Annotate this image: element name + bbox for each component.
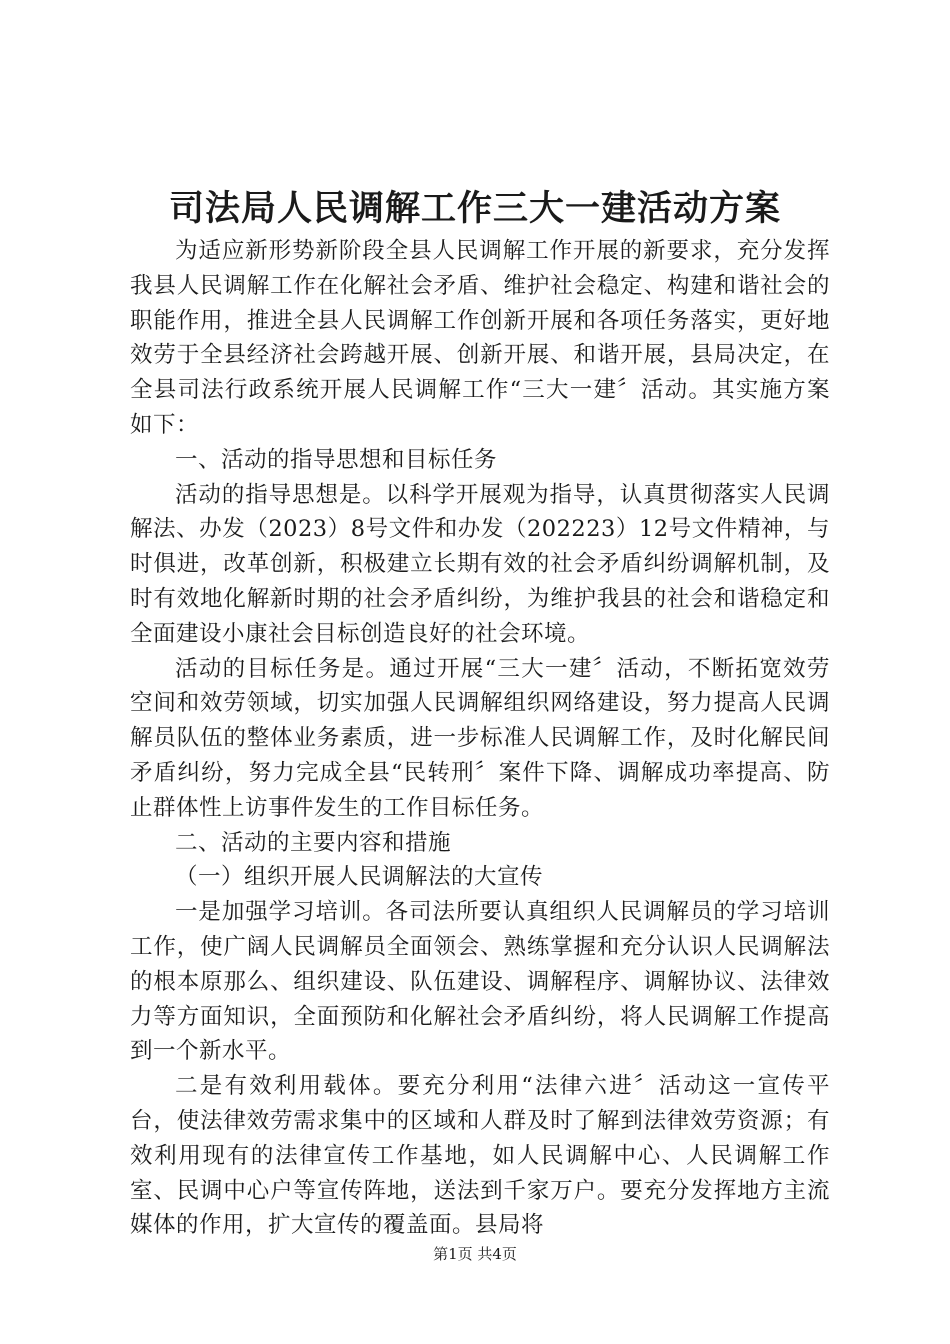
carrier-usage-paragraph: 二是有效利用载体。要充分利用“法律六进〞活动这一宣传平台，使法律效劳需求集中的区域和人群及时了解到法律效劳资源；有效利用现有的法律宣传工作基地，如人民调解中心、人民调解工作室、民调中心户等宣传阵地，送法到千家万户。要充分发挥地方主流媒体的作用，扩大宣传的覆盖面。县局将 — [130, 1073, 830, 1239]
document-body — [130, 234, 830, 1243]
document-title: 司法局人民调解工作三大一建活动方案 — [168, 188, 781, 229]
study-training-paragraph: 一是加强学习培训。各司法所要认真组织人民调解员的学习培训工作，使广阔人民调解员全面领会、熟练掌握和充分认识人民调解法的根本原那么、组织建设、队伍建设、调解程序、调解协议、法律效力等方面知识，全面预防和化解社会矛盾纠纷，将人民调解工作提高到一个新水平。 — [130, 899, 830, 1065]
intro-paragraph: 为适应新形势新阶段全县人民调解工作开展的新要求，充分发挥我县人民调解工作在化解社会矛盾、维护社会稳定、构建和谐社会的职能作用，推进全县人民调解工作创新开展和各项任务落实，更好地效劳于全县经济社会跨越开展、创新开展、和谐开展，县局决定，在全县司法行政系统开展人民调解工作“三大一建〞活动。其实施方案如下： — [130, 238, 830, 438]
goal-task-paragraph: 活动的目标任务是。通过开展“三大一建〞活动，不断拓宽效劳空间和效劳领域，切实加强人民调解组织网络建设，努力提高人民调解员队伍的整体业务素质，进一步标准人民调解工作，及时化解民间矛盾纠纷，努力完成全县“民转刑〞案件下降、调解成功率提高、防止群体性上访事件发生的工作目标任务。 — [130, 655, 830, 821]
page-number-footer: 第1页 共4页 — [433, 1245, 517, 1263]
subsection-heading-1: （一）组织开展人民调解法的大宣传 — [175, 864, 544, 891]
section-heading-1: 一、活动的指导思想和目标任务 — [175, 446, 498, 473]
section-heading-2: 二、活动的主要内容和措施 — [175, 829, 452, 856]
guiding-ideology-paragraph: 活动的指导思想是。以科学开展观为指导，认真贯彻落实人民调解法、办发（2023）8号文件和办发（202223）12号文件精神，与时俱进，改革创新，积极建立长期有效的社会矛盾纠纷调解机制，及时有效地化解新时期的社会矛盾纠纷，为维护我县的社会和谐稳定和全面建设小康社会目标创造良好的社会环境。 — [130, 481, 830, 647]
